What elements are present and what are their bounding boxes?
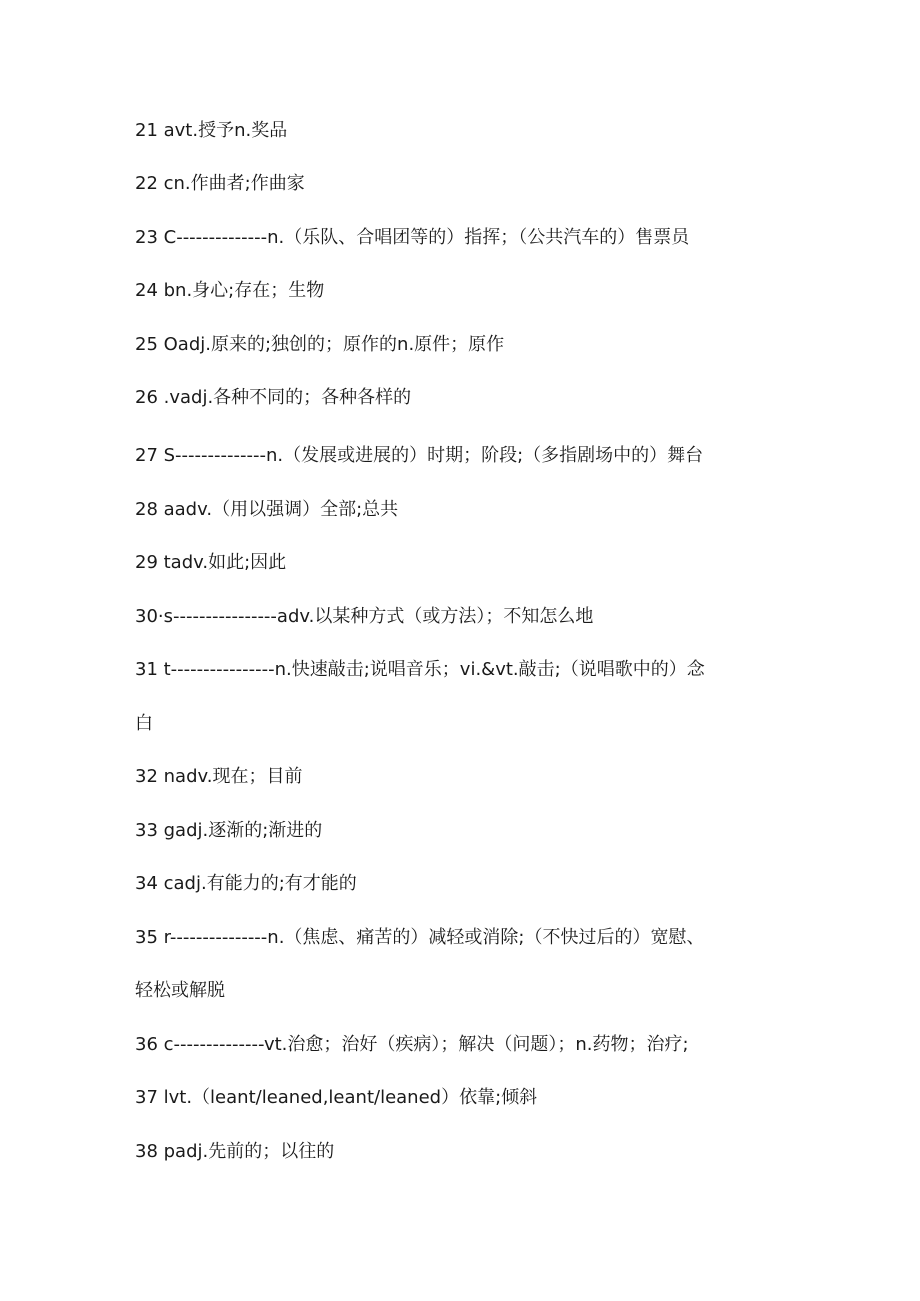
vocab-line-24: 24 bn.身心;存在；生物 [135,280,325,301]
vocab-line-21: 21 avt.授予n.奖品 [135,120,288,141]
vocab-line-29: 29 tadv.如此;因此 [135,552,287,573]
vocab-line-34: 34 cadj.有能力的;有才能的 [135,873,357,894]
vocab-line-31: 31 t----------------n.快速敲击;说唱音乐；vi.&vt.敲击;（说唱歌中的）念 [135,659,705,680]
vocab-line-23: 23 C--------------n.（乐队、合唱团等的）指挥；（公共汽车的）售票员 [135,227,690,248]
vocab-line-37: 37 lvt.（leant/leaned,leant/leaned）依靠;倾斜 [135,1087,538,1108]
vocab-line-32: 32 nadv.现在；目前 [135,766,303,787]
vocab-line-36: 36 c--------------vt.治愈；治好（疾病）；解决（问题）；n.药物；治疗; [135,1034,689,1055]
vocab-line-22: 22 cn.作曲者;作曲家 [135,173,305,194]
vocab-line-31-continued: 白 [135,713,153,734]
vocab-line-25: 25 Oadj.原来的;独创的；原作的n.原件；原作 [135,334,505,355]
vocab-line-26: 26 .vadj.各种不同的；各种各样的 [135,387,412,408]
vocab-line-35-continued: 轻松或解脱 [135,980,225,1001]
vocab-line-27: 27 S--------------n.（发展或进展的）时期；阶段;（多指剧场中的）舞台 [135,445,704,466]
vocab-line-28: 28 aadv.（用以强调）全部;总共 [135,499,399,520]
vocab-line-35: 35 r---------------n.（焦虑、痛苦的）减轻或消除;（不快过后的）宽慰、 [135,927,705,948]
vocab-line-38: 38 padj.先前的；以往的 [135,1141,335,1162]
vocab-line-33: 33 gadj.逐渐的;渐进的 [135,820,323,841]
vocab-line-30: 30·s----------------adv.以某种方式（或方法）；不知怎么地 [135,606,594,627]
